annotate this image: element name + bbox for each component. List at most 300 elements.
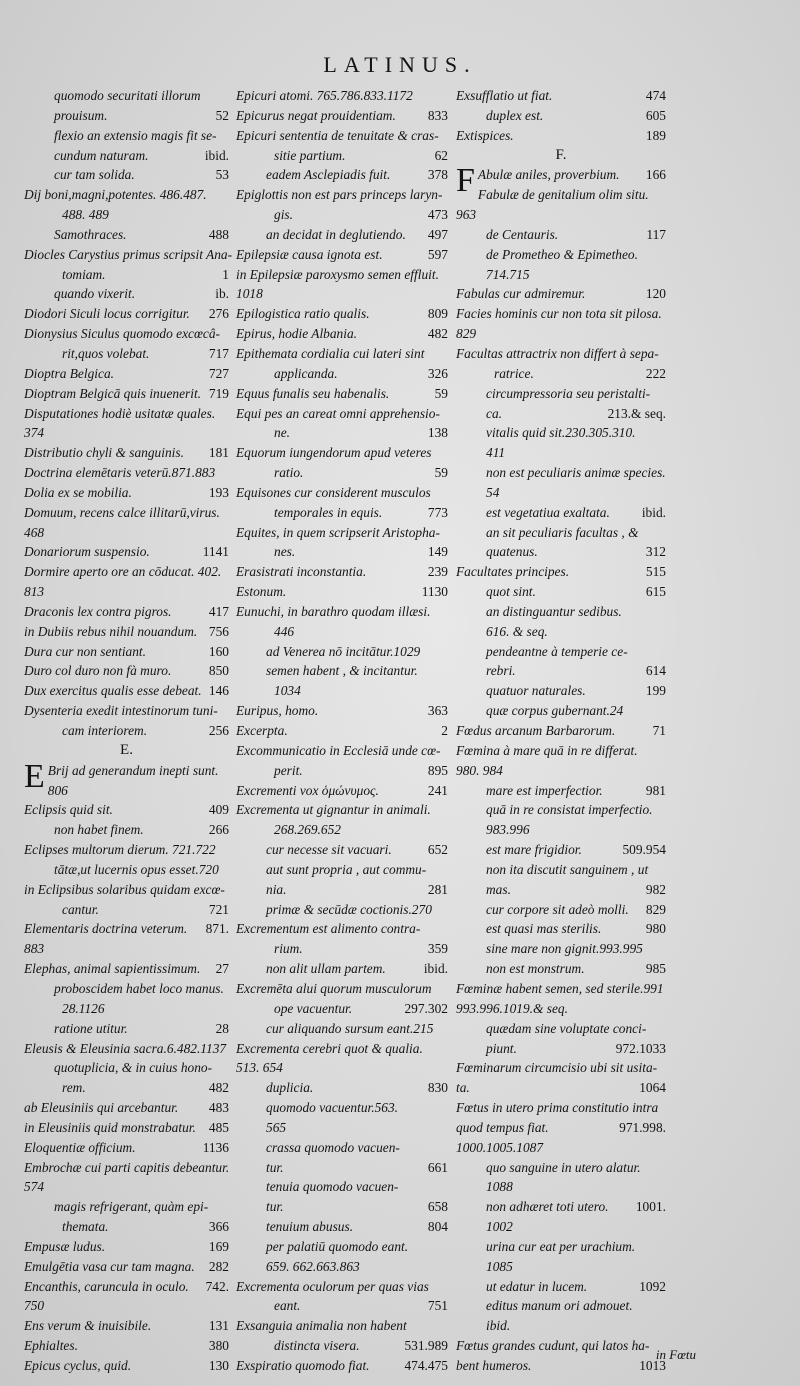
index-entry-line bbox=[236, 800, 448, 820]
entry-text: 963 bbox=[456, 207, 477, 223]
index-entry-line bbox=[456, 1138, 666, 1158]
entry-text: cur corpore sit adeò molli. bbox=[486, 901, 629, 917]
entry-text: quomodo securitati illorum bbox=[54, 88, 201, 103]
index-entry-line bbox=[236, 304, 448, 324]
page-reference: 751 bbox=[427, 1298, 448, 1314]
heading-text: E. bbox=[120, 741, 133, 758]
entry-text: duplex est. bbox=[486, 107, 544, 123]
index-entry-line bbox=[456, 800, 666, 820]
entry-text: Facultates principes. bbox=[456, 564, 570, 580]
entry-text: Epilepsiæ causa ignota est. bbox=[236, 246, 383, 262]
entry-text: Doctrina elemētaris veterū.871.883 bbox=[24, 465, 216, 481]
index-entry-line bbox=[24, 661, 229, 681]
entry-text: rem. bbox=[62, 1080, 86, 1096]
index-entry-line bbox=[456, 523, 666, 543]
index-entry-line bbox=[236, 880, 448, 900]
entry-text: applicanda. bbox=[274, 365, 338, 381]
entry-text: duplicia. bbox=[266, 1080, 314, 1096]
index-entry-line bbox=[236, 622, 448, 642]
entry-text: themata. bbox=[62, 1219, 109, 1235]
entry-text: per palatiū quomodo eant. bbox=[266, 1238, 409, 1254]
entry-text: 1088 bbox=[486, 1179, 513, 1195]
index-entry-line bbox=[236, 741, 448, 761]
index-entry-line bbox=[24, 1098, 229, 1118]
index-entry-line bbox=[236, 860, 448, 880]
index-entry-line bbox=[236, 1237, 448, 1257]
index-entry-line bbox=[456, 999, 666, 1019]
entry-text: ne. bbox=[274, 425, 290, 441]
entry-text: Ens verum & inuisibile. bbox=[24, 1318, 152, 1334]
entry-text: Emulgētia vasa cur tam magna. bbox=[24, 1258, 195, 1274]
index-entry-line bbox=[456, 681, 666, 701]
index-entry-line bbox=[456, 1098, 666, 1118]
page-reference: ib. bbox=[215, 286, 229, 302]
page-reference: 982 bbox=[645, 881, 666, 897]
index-entry-line bbox=[24, 1277, 229, 1297]
page-reference: 27 bbox=[215, 961, 229, 977]
index-entry-line bbox=[24, 1019, 229, 1039]
index-entry-line bbox=[456, 1296, 666, 1316]
entry-text: tur. bbox=[266, 1159, 284, 1175]
entry-text: circumpressoria seu peristalti- bbox=[486, 385, 651, 401]
index-entry-line bbox=[456, 1039, 666, 1059]
page-reference: 363 bbox=[427, 703, 448, 719]
entry-text: Eunuchi, in barathro quodam illæsi. bbox=[236, 603, 431, 619]
entry-text: Dolia ex se mobilia. bbox=[24, 484, 132, 500]
index-entry-line bbox=[236, 1336, 448, 1356]
entry-text: pendeantne à temperie ce- bbox=[486, 643, 628, 659]
entry-text: quod tempus fiat. bbox=[456, 1119, 549, 1135]
page-reference: 658 bbox=[427, 1199, 448, 1215]
index-entry-line bbox=[24, 1296, 229, 1316]
index-entry-line bbox=[456, 384, 666, 404]
index-entry-line bbox=[236, 483, 448, 503]
index-entry-line bbox=[236, 1118, 448, 1138]
entry-text: bent humeros. bbox=[456, 1358, 532, 1373]
entry-text: Fabulæ de genitalium olim situ. bbox=[477, 187, 649, 203]
entry-text: Samothraces. bbox=[54, 226, 127, 242]
page-reference: 2 bbox=[441, 723, 448, 738]
page-reference: 130 bbox=[208, 1358, 229, 1373]
page-reference: 497 bbox=[427, 226, 448, 242]
index-entry-line bbox=[456, 761, 666, 781]
entry-text: est quasi mas sterilis. bbox=[486, 921, 602, 937]
index-entry-line bbox=[24, 701, 229, 721]
index-entry-line bbox=[236, 919, 448, 939]
entry-text: Fabulas cur admiremur. bbox=[456, 286, 586, 302]
entry-text: 714.715 bbox=[486, 266, 530, 282]
page-reference: 531.989 bbox=[404, 1338, 448, 1354]
page-reference: 366 bbox=[208, 1219, 229, 1235]
index-entry-line bbox=[236, 265, 448, 285]
entry-text: cantur. bbox=[62, 901, 99, 917]
entry-text: quot sint. bbox=[486, 584, 536, 600]
page-reference: 146 bbox=[208, 683, 229, 699]
index-entry-line bbox=[456, 820, 666, 840]
page-reference: 256 bbox=[208, 723, 229, 738]
entry-text: magis refrigerant, quàm epi- bbox=[54, 1199, 209, 1215]
index-entry-line bbox=[24, 364, 229, 384]
page-reference: 282 bbox=[208, 1258, 229, 1274]
index-entry-line bbox=[456, 1356, 666, 1376]
index-entry-line bbox=[456, 562, 666, 582]
entry-text: distincta visera. bbox=[274, 1338, 360, 1354]
entry-text: Epirus, hodie Albania. bbox=[236, 326, 358, 342]
index-entry-line bbox=[456, 1217, 666, 1237]
index-entry-line bbox=[24, 800, 229, 820]
page-reference: 160 bbox=[208, 643, 229, 659]
entry-text: quædam sine voluptate conci- bbox=[486, 1020, 647, 1036]
index-entry-line bbox=[236, 245, 448, 265]
index-entry-line bbox=[24, 443, 229, 463]
page-reference: 980 bbox=[645, 921, 666, 937]
entry-text: ratio. bbox=[274, 465, 304, 481]
page-reference: 297.302 bbox=[404, 1000, 448, 1016]
entry-text: Estonum. bbox=[236, 584, 287, 600]
entry-text: Dioptram Belgicā quis inuenerit. bbox=[24, 385, 202, 401]
index-entry-line bbox=[236, 384, 448, 404]
index-entry-line bbox=[236, 1197, 448, 1217]
index-entry-line bbox=[456, 741, 666, 761]
entry-text: ad Venerea nō incitātur.1029 bbox=[266, 643, 421, 659]
index-entry-line bbox=[24, 1356, 229, 1376]
index-entry-line bbox=[24, 523, 229, 543]
index-entry-line bbox=[236, 364, 448, 384]
page-reference: 482 bbox=[427, 326, 448, 342]
page-reference: 488 bbox=[208, 226, 229, 242]
page-reference: 222 bbox=[645, 365, 666, 381]
index-entry-line bbox=[236, 1158, 448, 1178]
entry-text: piunt. bbox=[486, 1040, 517, 1056]
entry-text: 268.269.652 bbox=[274, 822, 341, 838]
entry-text: Excrementum est alimento contra- bbox=[236, 921, 421, 937]
index-entry-line bbox=[24, 483, 229, 503]
entry-text: Excrementa ut gignantur in animali. bbox=[236, 802, 431, 818]
index-entry-line bbox=[24, 225, 229, 245]
index-column-2 bbox=[236, 86, 448, 1376]
index-entry-line bbox=[456, 106, 666, 126]
entry-text: Facies hominis cur non tota sit pilosa. bbox=[456, 306, 662, 322]
entry-text: Elementaris doctrina veterum. bbox=[24, 921, 188, 937]
index-entry-line bbox=[24, 642, 229, 662]
index-entry-line bbox=[456, 1237, 666, 1257]
index-entry-line bbox=[236, 126, 448, 146]
entry-text: editus manum ori admouet. bbox=[486, 1298, 633, 1314]
index-entry-line bbox=[456, 185, 666, 205]
entry-text: Excrementa cerebri quot & qualia. bbox=[236, 1040, 423, 1056]
index-entry-line bbox=[456, 1158, 666, 1178]
entry-text: semen habent , & incitantur. bbox=[266, 663, 418, 679]
index-entry-line bbox=[24, 1118, 229, 1138]
index-entry-line bbox=[456, 1277, 666, 1297]
index-entry-line bbox=[24, 245, 233, 265]
entry-text: de Centauris. bbox=[486, 226, 559, 242]
page-reference: 213.& seq. bbox=[607, 405, 666, 421]
entry-text: cur aliquando sursum eant.215 bbox=[266, 1020, 434, 1036]
entry-text: Excommunicatio in Ecclesiā unde cœ- bbox=[236, 742, 441, 758]
entry-text: Eloquentiæ officium. bbox=[24, 1139, 136, 1155]
index-entry-line bbox=[236, 820, 448, 840]
page-reference: 652 bbox=[427, 842, 448, 858]
entry-text: Extispices. bbox=[456, 127, 514, 143]
page-reference: 1064 bbox=[639, 1080, 666, 1096]
page-reference: 1013 bbox=[639, 1358, 666, 1373]
index-entry-line bbox=[236, 1039, 448, 1059]
index-entry-line bbox=[24, 820, 229, 840]
index-entry-line bbox=[456, 721, 666, 741]
page-reference: ibid. bbox=[641, 504, 666, 520]
index-entry-line bbox=[456, 542, 666, 562]
index-entry-line bbox=[236, 1019, 448, 1039]
entry-text: Equites, in quem scripserit Aristopha- bbox=[236, 524, 440, 540]
index-entry-line bbox=[236, 463, 448, 483]
index-entry-line bbox=[24, 304, 229, 324]
entry-text: eant. bbox=[274, 1298, 301, 1314]
page-reference: 972.1033 bbox=[615, 1040, 666, 1056]
entry-text: ibid. bbox=[486, 1318, 511, 1334]
index-entry-line bbox=[456, 1177, 666, 1197]
page-reference: 985 bbox=[645, 961, 666, 977]
entry-text: 980. 984 bbox=[456, 762, 503, 778]
index-entry-line bbox=[456, 880, 666, 900]
entry-text: Eclipses multorum dierum. 721.722 bbox=[24, 842, 216, 858]
entry-text: Fœminæ habent semen, sed sterile.991 bbox=[456, 980, 664, 996]
drop-cap: F bbox=[456, 162, 475, 200]
entry-text: Disputationes hodiè usitatæ quales. bbox=[24, 405, 216, 421]
entry-text: tātæ,ut lucernis opus esset.720 bbox=[54, 861, 219, 877]
index-entry-line bbox=[456, 463, 666, 483]
page-reference: 721 bbox=[208, 901, 229, 917]
index-entry-line bbox=[24, 1316, 229, 1336]
index-entry-line bbox=[236, 205, 448, 225]
entry-text: Domuum, recens calce illitarū,virus. bbox=[24, 504, 220, 520]
index-entry-line bbox=[456, 979, 666, 999]
entry-text: eadem Asclepiadis fuit. bbox=[266, 167, 391, 183]
entry-text: ab Eleusiniis qui arcebantur. bbox=[24, 1100, 179, 1116]
page-reference: 1 bbox=[222, 266, 229, 282]
index-entry-line bbox=[456, 126, 666, 146]
entry-text: 411 bbox=[486, 445, 506, 461]
page-reference: 1001. bbox=[635, 1199, 666, 1215]
page-reference: 241 bbox=[427, 782, 448, 798]
entry-text: Dionysius Siculus quomodo excœcâ- bbox=[24, 326, 220, 342]
page-reference: 509.954 bbox=[622, 842, 666, 858]
heading-text: F. bbox=[555, 146, 567, 163]
index-entry-line bbox=[236, 523, 448, 543]
entry-text: 983.996 bbox=[486, 822, 530, 838]
entry-text: Epithemata cordialia cui lateri sint bbox=[236, 345, 425, 361]
entry-text: quā in re consistat imperfectio. bbox=[486, 802, 653, 818]
entry-text: Facultas attractrix non differt à sepa- bbox=[456, 345, 659, 361]
entry-text: Dioptra Belgica. bbox=[24, 365, 115, 381]
entry-text: Dormire aperto ore an cōducat. 402. bbox=[24, 564, 222, 580]
index-entry-line bbox=[236, 404, 448, 424]
index-entry-line bbox=[236, 1296, 448, 1316]
index-entry-line bbox=[456, 404, 666, 424]
page-reference: 131 bbox=[208, 1318, 229, 1334]
entry-text: Eclipsis quid sit. bbox=[24, 802, 113, 818]
index-entry-line bbox=[456, 304, 666, 324]
page-reference: 830 bbox=[427, 1080, 448, 1096]
index-entry-line bbox=[456, 860, 666, 880]
index-entry-line bbox=[24, 324, 229, 344]
index-entry-line bbox=[456, 1118, 666, 1138]
entry-text: 750 bbox=[24, 1298, 45, 1314]
index-entry-line bbox=[24, 165, 229, 185]
index-entry-line bbox=[456, 1058, 666, 1078]
index-entry-line bbox=[236, 443, 448, 463]
entry-text: est mare frigidior. bbox=[486, 842, 582, 858]
page-reference: 378 bbox=[427, 167, 448, 183]
page-reference: 359 bbox=[427, 941, 448, 957]
entry-text: 574 bbox=[24, 1179, 45, 1195]
index-entry-line bbox=[236, 225, 448, 245]
index-entry-line bbox=[456, 701, 666, 721]
entry-text: 374 bbox=[24, 425, 45, 441]
page-reference: 829 bbox=[645, 901, 666, 917]
entry-text: de Prometheo & Epimetheo. bbox=[486, 246, 638, 262]
page-reference: 474 bbox=[645, 88, 666, 103]
index-entry-line bbox=[24, 146, 229, 166]
page-reference: 981 bbox=[645, 782, 666, 798]
page-reference: 473 bbox=[427, 207, 448, 223]
drop-cap: E bbox=[24, 757, 45, 795]
page-reference: 266 bbox=[208, 822, 229, 838]
entry-text: aut sunt propria , aut commu- bbox=[266, 861, 427, 877]
entry-text: rebri. bbox=[486, 663, 516, 679]
index-entry-line bbox=[24, 1039, 229, 1059]
index-entry-line bbox=[236, 761, 448, 781]
index-entry-line bbox=[456, 939, 666, 959]
page-reference: 120 bbox=[645, 286, 666, 302]
entry-text: perit. bbox=[274, 762, 303, 778]
entry-text: Fœtus in utero prima constitutio intra bbox=[456, 1100, 659, 1116]
index-entry-line bbox=[456, 324, 666, 344]
entry-text: Draconis lex contra pigros. bbox=[24, 603, 172, 619]
index-entry-line bbox=[24, 106, 229, 126]
index-entry-line bbox=[24, 681, 229, 701]
index-entry-line bbox=[24, 265, 229, 285]
entry-text: rium. bbox=[274, 941, 303, 957]
index-entry-line bbox=[236, 503, 448, 523]
entry-text: tenuia quomodo vacuen- bbox=[266, 1179, 399, 1195]
entry-text: an decidat in deglutiendo. bbox=[266, 226, 406, 242]
index-entry-line bbox=[24, 602, 229, 622]
index-entry-line bbox=[236, 284, 448, 304]
index-entry-line bbox=[456, 900, 666, 920]
entry-text: 1018 bbox=[236, 286, 263, 302]
index-entry-line bbox=[24, 999, 229, 1019]
entry-text: tomiam. bbox=[62, 266, 106, 282]
index-entry-line bbox=[456, 622, 666, 642]
entry-text: Donariorum suspensio. bbox=[24, 544, 150, 560]
index-entry-line bbox=[24, 622, 229, 642]
entry-text: crassa quomodo vacuen- bbox=[266, 1139, 400, 1155]
index-entry-line bbox=[24, 284, 229, 304]
page-reference: 833 bbox=[427, 107, 448, 123]
entry-text: nia. bbox=[266, 881, 287, 897]
index-entry-line bbox=[236, 900, 448, 920]
entry-text: quando vixerit. bbox=[54, 286, 136, 302]
index-entry-line bbox=[24, 919, 229, 939]
entry-text: Eleusis & Eleusinia sacra.6.482.1137 bbox=[24, 1040, 227, 1056]
index-entry-line bbox=[236, 582, 448, 602]
index-entry-line bbox=[456, 483, 666, 503]
index-entry-line bbox=[236, 165, 448, 185]
index-entry-line bbox=[24, 1138, 229, 1158]
entry-text: Encanthis, caruncula in oculo. bbox=[24, 1278, 189, 1294]
index-entry-line bbox=[236, 721, 448, 741]
page-reference: 169 bbox=[208, 1238, 229, 1254]
entry-text: 1085 bbox=[486, 1258, 513, 1274]
entry-text: tur. bbox=[266, 1199, 284, 1215]
index-entry-line bbox=[456, 225, 666, 245]
page-reference: 281 bbox=[427, 881, 448, 897]
page-reference: 138 bbox=[427, 425, 448, 441]
page-reference: 482 bbox=[208, 1080, 229, 1096]
index-entry-line bbox=[456, 1197, 666, 1217]
index-entry-line bbox=[24, 404, 229, 424]
entry-text: 468 bbox=[24, 524, 45, 540]
index-entry-line bbox=[236, 1277, 448, 1297]
index-entry-line bbox=[236, 1098, 448, 1118]
index-entry-line bbox=[456, 205, 666, 225]
index-entry-line bbox=[24, 126, 229, 146]
index-entry-line bbox=[236, 1078, 448, 1098]
index-entry-line bbox=[24, 880, 229, 900]
catchword: in Fœtu bbox=[655, 1347, 696, 1362]
index-entry-line bbox=[236, 146, 448, 166]
index-entry-line bbox=[24, 384, 229, 404]
entry-text: sitie partium. bbox=[274, 147, 346, 163]
index-entry-line bbox=[24, 1336, 229, 1356]
index-entry-line bbox=[24, 979, 229, 999]
index-entry-line bbox=[24, 1257, 229, 1277]
page-reference: 409 bbox=[208, 802, 229, 818]
page-reference: 485 bbox=[208, 1119, 229, 1135]
entry-text: quatenus. bbox=[486, 544, 538, 560]
page-reference: 59 bbox=[434, 385, 448, 401]
entry-text: Ephialtes. bbox=[24, 1338, 78, 1354]
entry-text: ratrice. bbox=[494, 365, 534, 381]
entry-text: 883 bbox=[24, 941, 45, 957]
entry-text: 1002 bbox=[486, 1219, 513, 1235]
index-entry-line bbox=[236, 939, 448, 959]
entry-text: in Dubiis rebus nihil nouandum. bbox=[24, 623, 198, 639]
index-entry-line bbox=[236, 1316, 448, 1336]
index-entry-line bbox=[24, 1177, 229, 1197]
index-entry-line bbox=[24, 1058, 229, 1078]
page-reference: 149 bbox=[427, 544, 448, 560]
index-entry-line bbox=[236, 562, 448, 582]
index-entry-line bbox=[456, 919, 666, 939]
entry-text: cur necesse sit vacuari. bbox=[266, 842, 392, 858]
index-entry-line bbox=[456, 1257, 666, 1277]
entry-text: ope vacuentur. bbox=[274, 1000, 353, 1016]
page-reference: ibid. bbox=[204, 147, 229, 163]
page-reference: 1130 bbox=[421, 584, 448, 600]
index-entry-line bbox=[236, 602, 448, 622]
index-entry-line bbox=[236, 86, 448, 106]
entry-text: ta. bbox=[456, 1080, 470, 1096]
index-entry-line bbox=[236, 542, 448, 562]
entry-text: Equi pes an careat omni apprehensio- bbox=[236, 405, 440, 421]
index-entry-line bbox=[24, 423, 229, 443]
entry-text: quæ corpus gubernant.24 bbox=[486, 703, 624, 719]
entry-text: Dura cur non sentiant. bbox=[24, 643, 146, 659]
entry-text: an distinguantur sedibus. bbox=[486, 603, 622, 619]
page-reference: 166 bbox=[645, 167, 666, 183]
